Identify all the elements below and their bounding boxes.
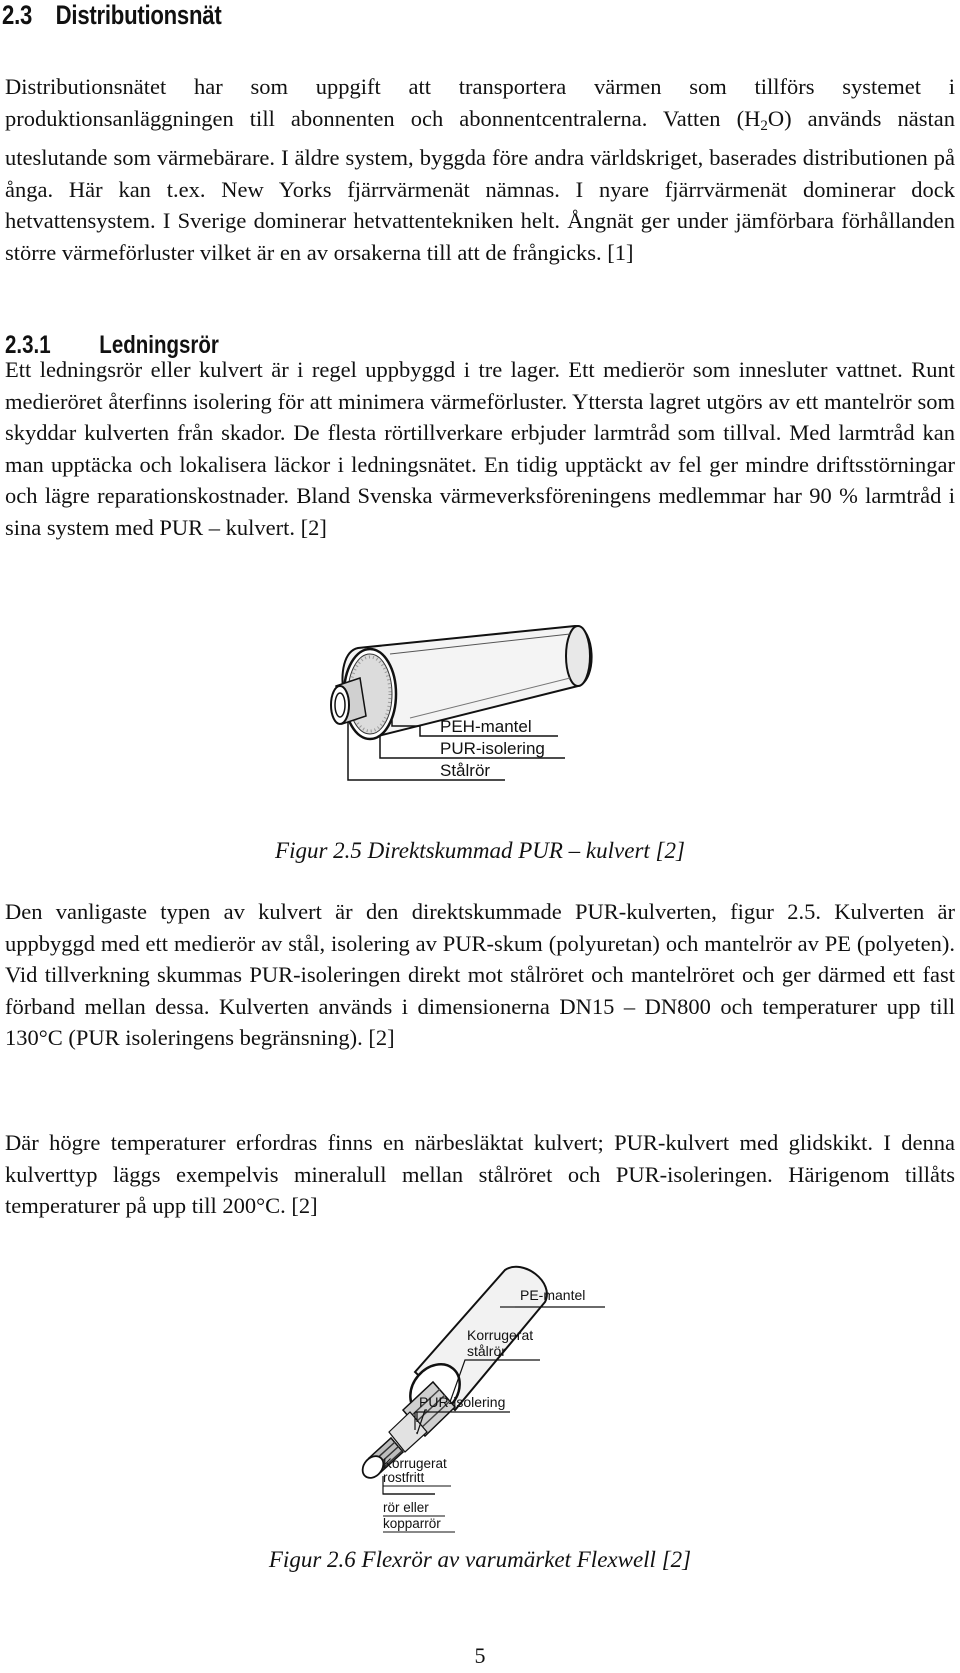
subsection-number: 2.3.1	[5, 331, 51, 359]
section-heading	[2, 0, 221, 31]
figure-flexwell-pipe	[355, 1262, 615, 1542]
label-peh-mantel: PEH-mantel	[440, 717, 532, 736]
label-inner-2: rostfritt	[383, 1470, 425, 1485]
paragraph-ledningsror: Ett ledningsrör eller kulvert är i regel uppbyggd i tre lager. Ett medierör som innesluter vattnet. Runt medieröret återfinns isolering för att minimera värmeförluster. Yttersta lagret utgörs av ett mantelrör som skyddar kulverten från skador. De flesta rörtillverkare erbjuder larmtråd som tillval. Med larmtråd kan man upptäcka och lokalisera läckor i ledningsnätet. En tidig upptäckt av fel ger mindre driftsstörningar och lägre reparationskostnader. Bland Svenska värmeverksföreningens medlemmar har 90 % larmtråd i sina system med PUR – kulvert. [2]	[5, 357, 955, 540]
label-korrugerat-stalror-2: stålrör	[467, 1343, 506, 1359]
paragraph-distribution: Distributionsnätet har som uppgift att transportera värmen som tillförs systemet i produktionsanläggningen till abonnenten och abonnentcentralerna. Vatten $(H_2O)$ används nästan uteslutande som värmebärare. I äldre system, byggda före andra världskriget, baserades distributionen på ånga. Här kan t.ex. New Yorks fjärrvärmenät nämnas. I nyare fjärrvärmenät dominerar dock hetvattensystem. I Sverige dominerar hetvattentekniken helt. Ångnät ger under jämförbara förhållanden större värmeförluster vilket är en av orsakerna till att de frångicks. [1]	[5, 74, 955, 265]
figure-pur-pipe	[320, 618, 610, 828]
section-title: Distributionsnät	[55, 0, 222, 30]
paragraph-pur-kulvert: Den vanligaste typen av kulvert är den direktskummade PUR-kulverten, figur 2.5. Kulverten är uppbyggd med ett medierör av stål, isolering av PUR-skum (polyuretan) och mantelrör av PE (polyeten). Vid tillverkning skummas PUR-isoleringen direkt mot stålröret och mantelröret och ger därmed ett fast förband mellan dessa. Kulverten används i dimensionerna DN15 – DN800 och temperaturer upp till 130°C (PUR isoleringens begränsning). [2]	[5, 899, 955, 1050]
section-number: 2.3	[2, 0, 33, 30]
label-inner-4: kopparrör	[383, 1516, 441, 1531]
label-stalror: Stålrör	[440, 761, 491, 780]
figure-caption-2-6: Figur 2.6 Flexrör av varumärket Flexwell [2]	[268, 1547, 692, 1572]
paragraph-glidskikt: Där högre temperaturer erfordras finns en närbesläktat kulvert; PUR-kulvert med glidskikt. I denna kulverttyp läggs exempelvis mineralull mellan stålröret och PUR-isoleringen. Härigenom tillåts temperaturer på upp till 200°C. [2]	[5, 1130, 955, 1218]
label-pe-mantel: PE-mantel	[520, 1287, 586, 1303]
label-inner-3: rör eller	[383, 1500, 429, 1515]
page-number: 5	[474, 1643, 486, 1668]
label-korrugerat-stalror-1: Korrugerat	[467, 1327, 534, 1343]
figure-caption-2-5: Figur 2.5 Direktskummad PUR – kulvert [2]	[275, 838, 685, 863]
subsection-title: Ledningsrör	[99, 331, 219, 359]
label-pur-isolering: PUR-isolering	[440, 739, 545, 758]
label-pur-isolering-flex: PUR-isolering	[419, 1394, 506, 1410]
label-inner-1: Korrugerat	[383, 1456, 447, 1471]
